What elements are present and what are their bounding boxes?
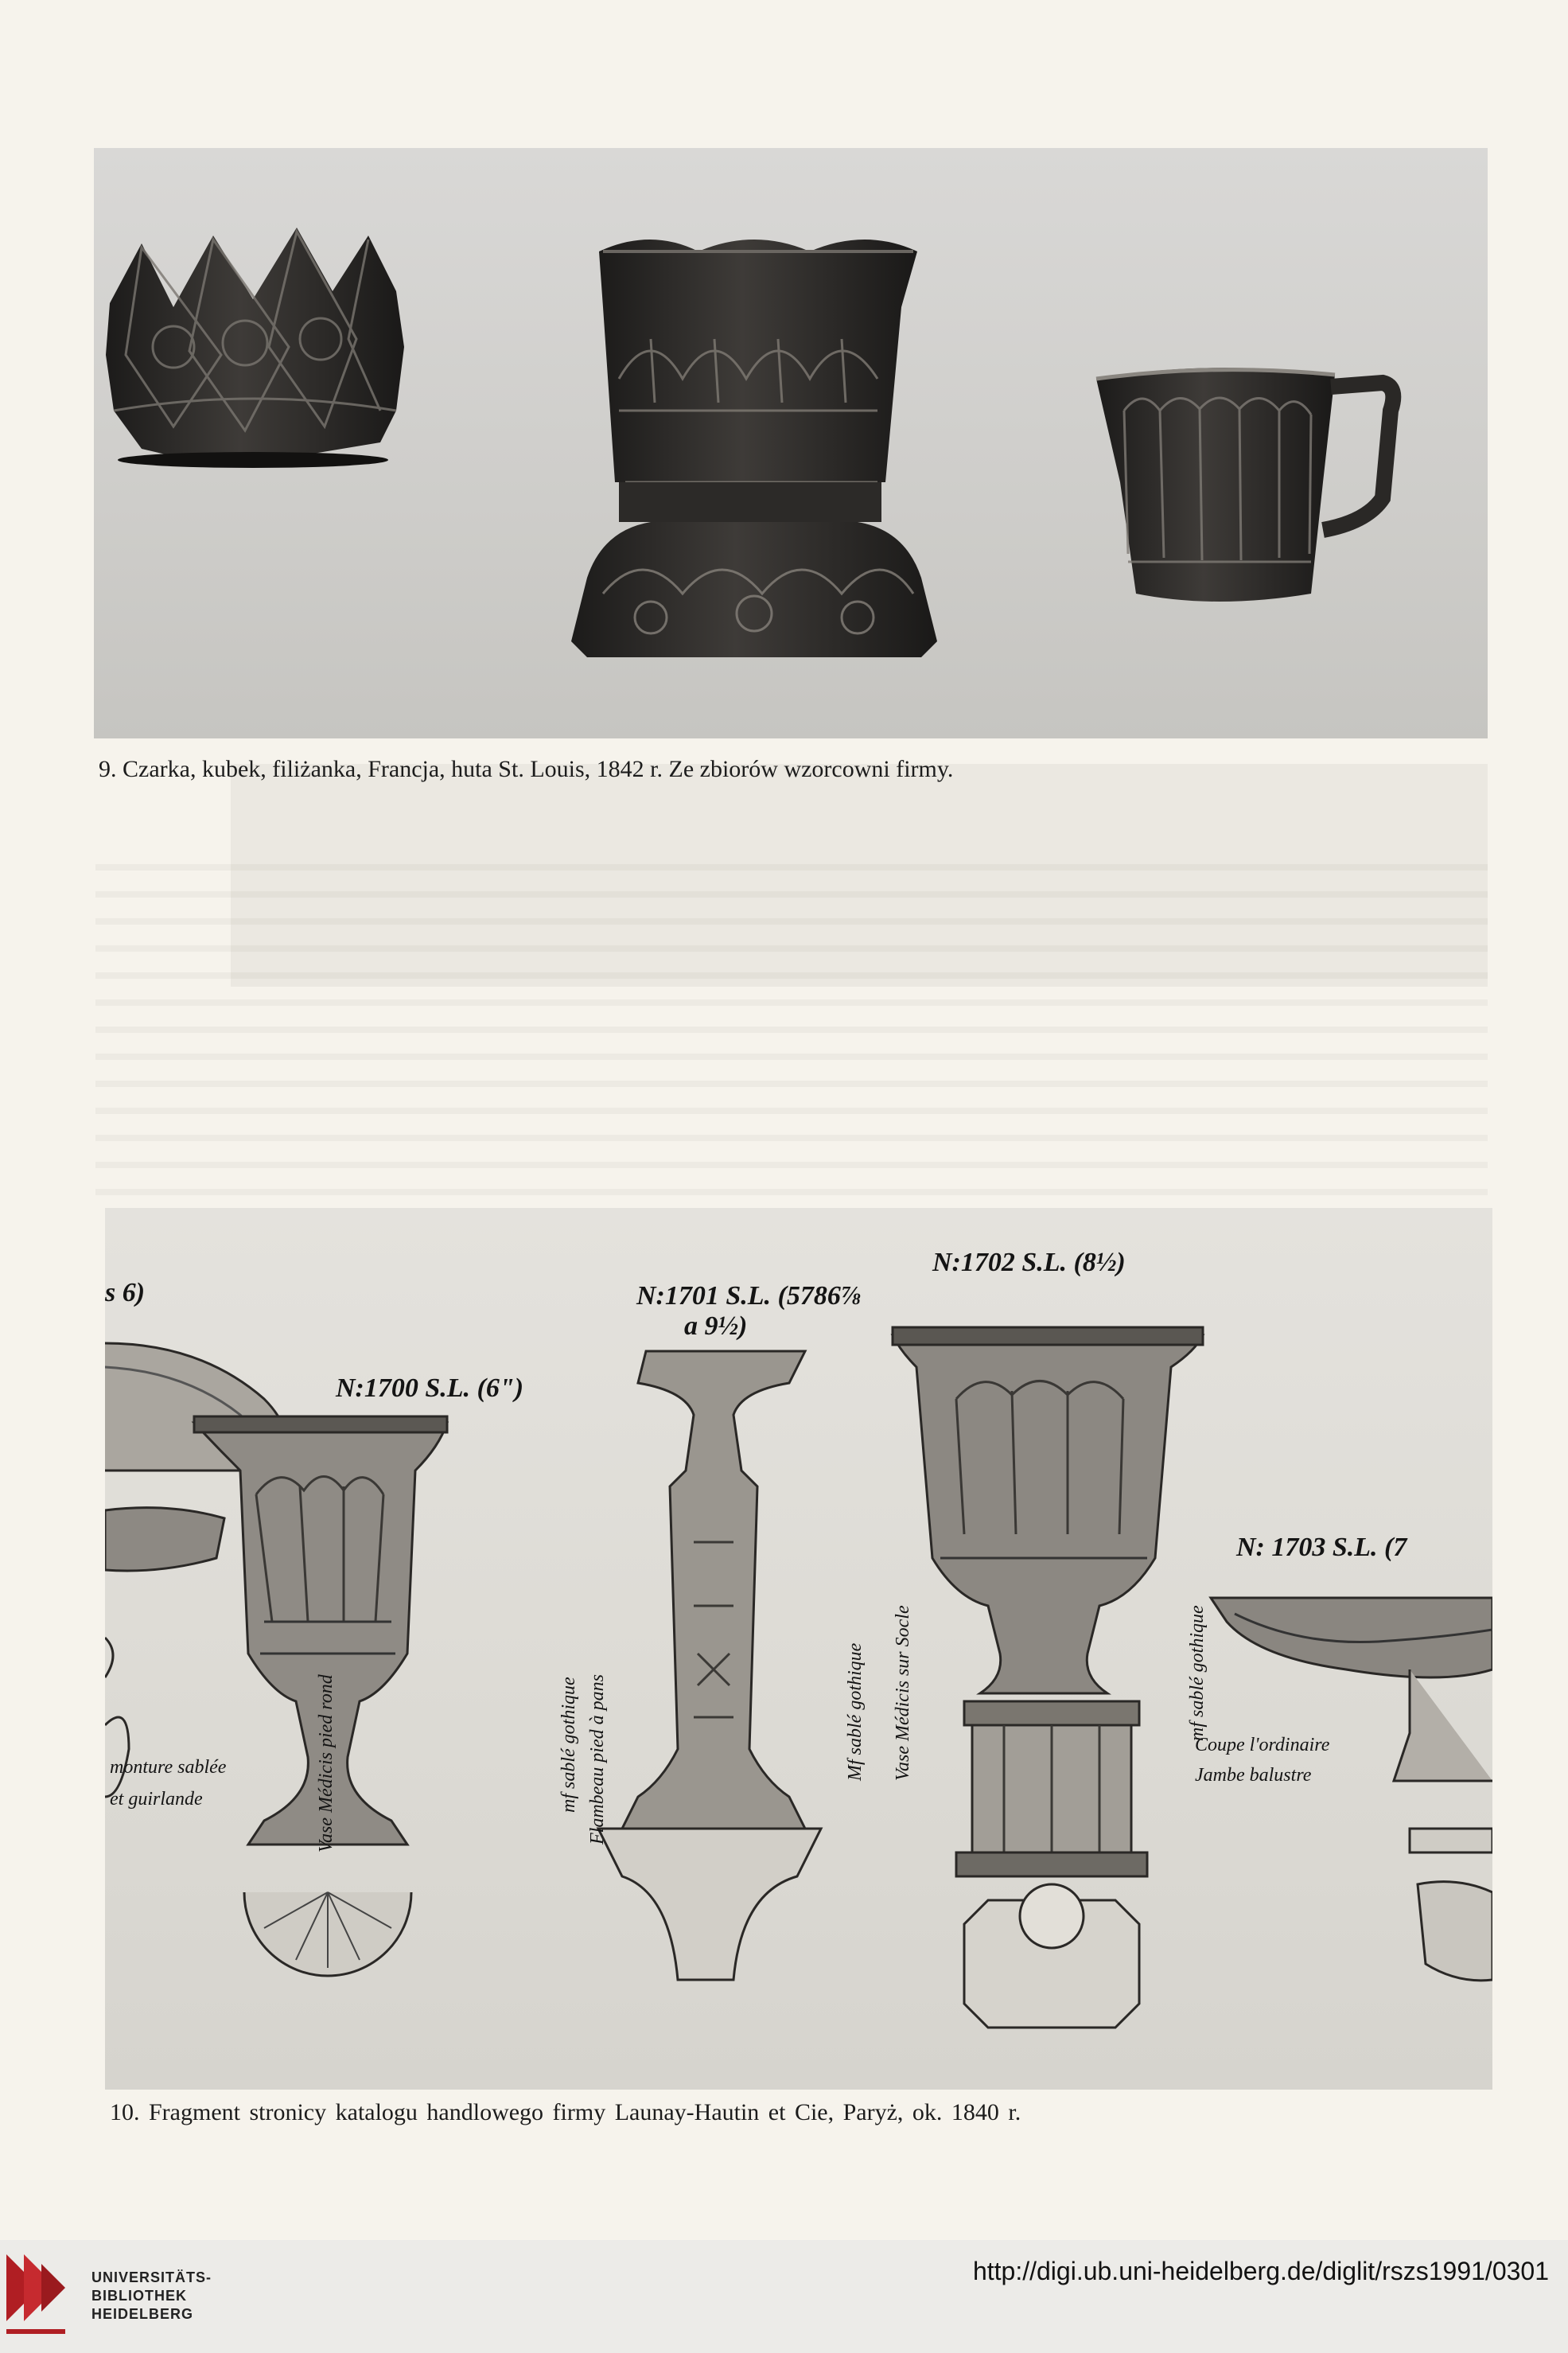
coupe-1703-drawing: [1211, 1598, 1492, 1981]
note-mf-sable-gothique-3: mf sablé gothique: [1187, 1605, 1208, 1741]
label-1701-a: N:1701 S.L. (5786⅞: [636, 1281, 862, 1311]
note-vase-medicis-socle: Vase Médicis sur Socle: [893, 1605, 913, 1781]
teacup-filizanka: [1096, 368, 1393, 602]
note-coupe-line2: Jambe balustre: [1195, 1765, 1312, 1786]
label-1701-b: a 9½): [684, 1311, 748, 1341]
label-1700: N:1700 S.L. (6"): [336, 1373, 524, 1403]
label-1703: N: 1703 S.L. (7: [1236, 1533, 1407, 1562]
note-monture-line2: et guirlande: [110, 1789, 203, 1810]
source-url-link[interactable]: http://digi.ub.uni-heidelberg.de/diglit/rszs1991/0301: [972, 2257, 1549, 2285]
bowl-czarka: [106, 228, 404, 468]
note-mf-sable-gothique: mf sablé gothique: [558, 1677, 579, 1813]
label-left-fragment: s 6): [105, 1278, 146, 1307]
figure-9-caption: 9. Czarka, kubek, filiżanka, Francja, huta St. Louis, 1842 r. Ze zbiorów wzorcowni firmy.: [99, 756, 954, 782]
candlestick-1701-drawing: [598, 1351, 821, 1980]
logo-text-line3: HEIDELBERG: [91, 2306, 194, 2322]
note-mf-sable-gothique-2: Mf sablé gothique: [845, 1642, 866, 1781]
note-monture-line1: monture sablée: [110, 1757, 227, 1778]
figure-9-photograph: [94, 148, 1488, 738]
label-1702: N:1702 S.L. (8½): [932, 1248, 1126, 1277]
note-coupe-line1: Coupe l'ordinaire: [1195, 1735, 1330, 1755]
library-logo-icon: [0, 2240, 84, 2353]
cup-kubek: [571, 240, 937, 657]
figure-10-caption: 10. Fragment stronicy katalogu handlowego firmy Launay-Hautin et Cie, Paryż, ok. 1840 r.: [110, 2099, 1021, 2125]
note-flambeau-pied-pans: Flambeau pied à pans: [587, 1674, 608, 1845]
bleed-through-text: [95, 843, 1488, 1210]
logo-text-line2: BIBLIOTHEK: [91, 2288, 187, 2304]
vase-1702-drawing: [893, 1327, 1203, 2028]
note-vase-medicis-pied-rond: Vase Médicis pied rond: [316, 1674, 337, 1852]
logo-text-line1: UNIVERSITÄTS-: [91, 2269, 212, 2285]
figure-10-catalogue-plate: [105, 1208, 1492, 2090]
